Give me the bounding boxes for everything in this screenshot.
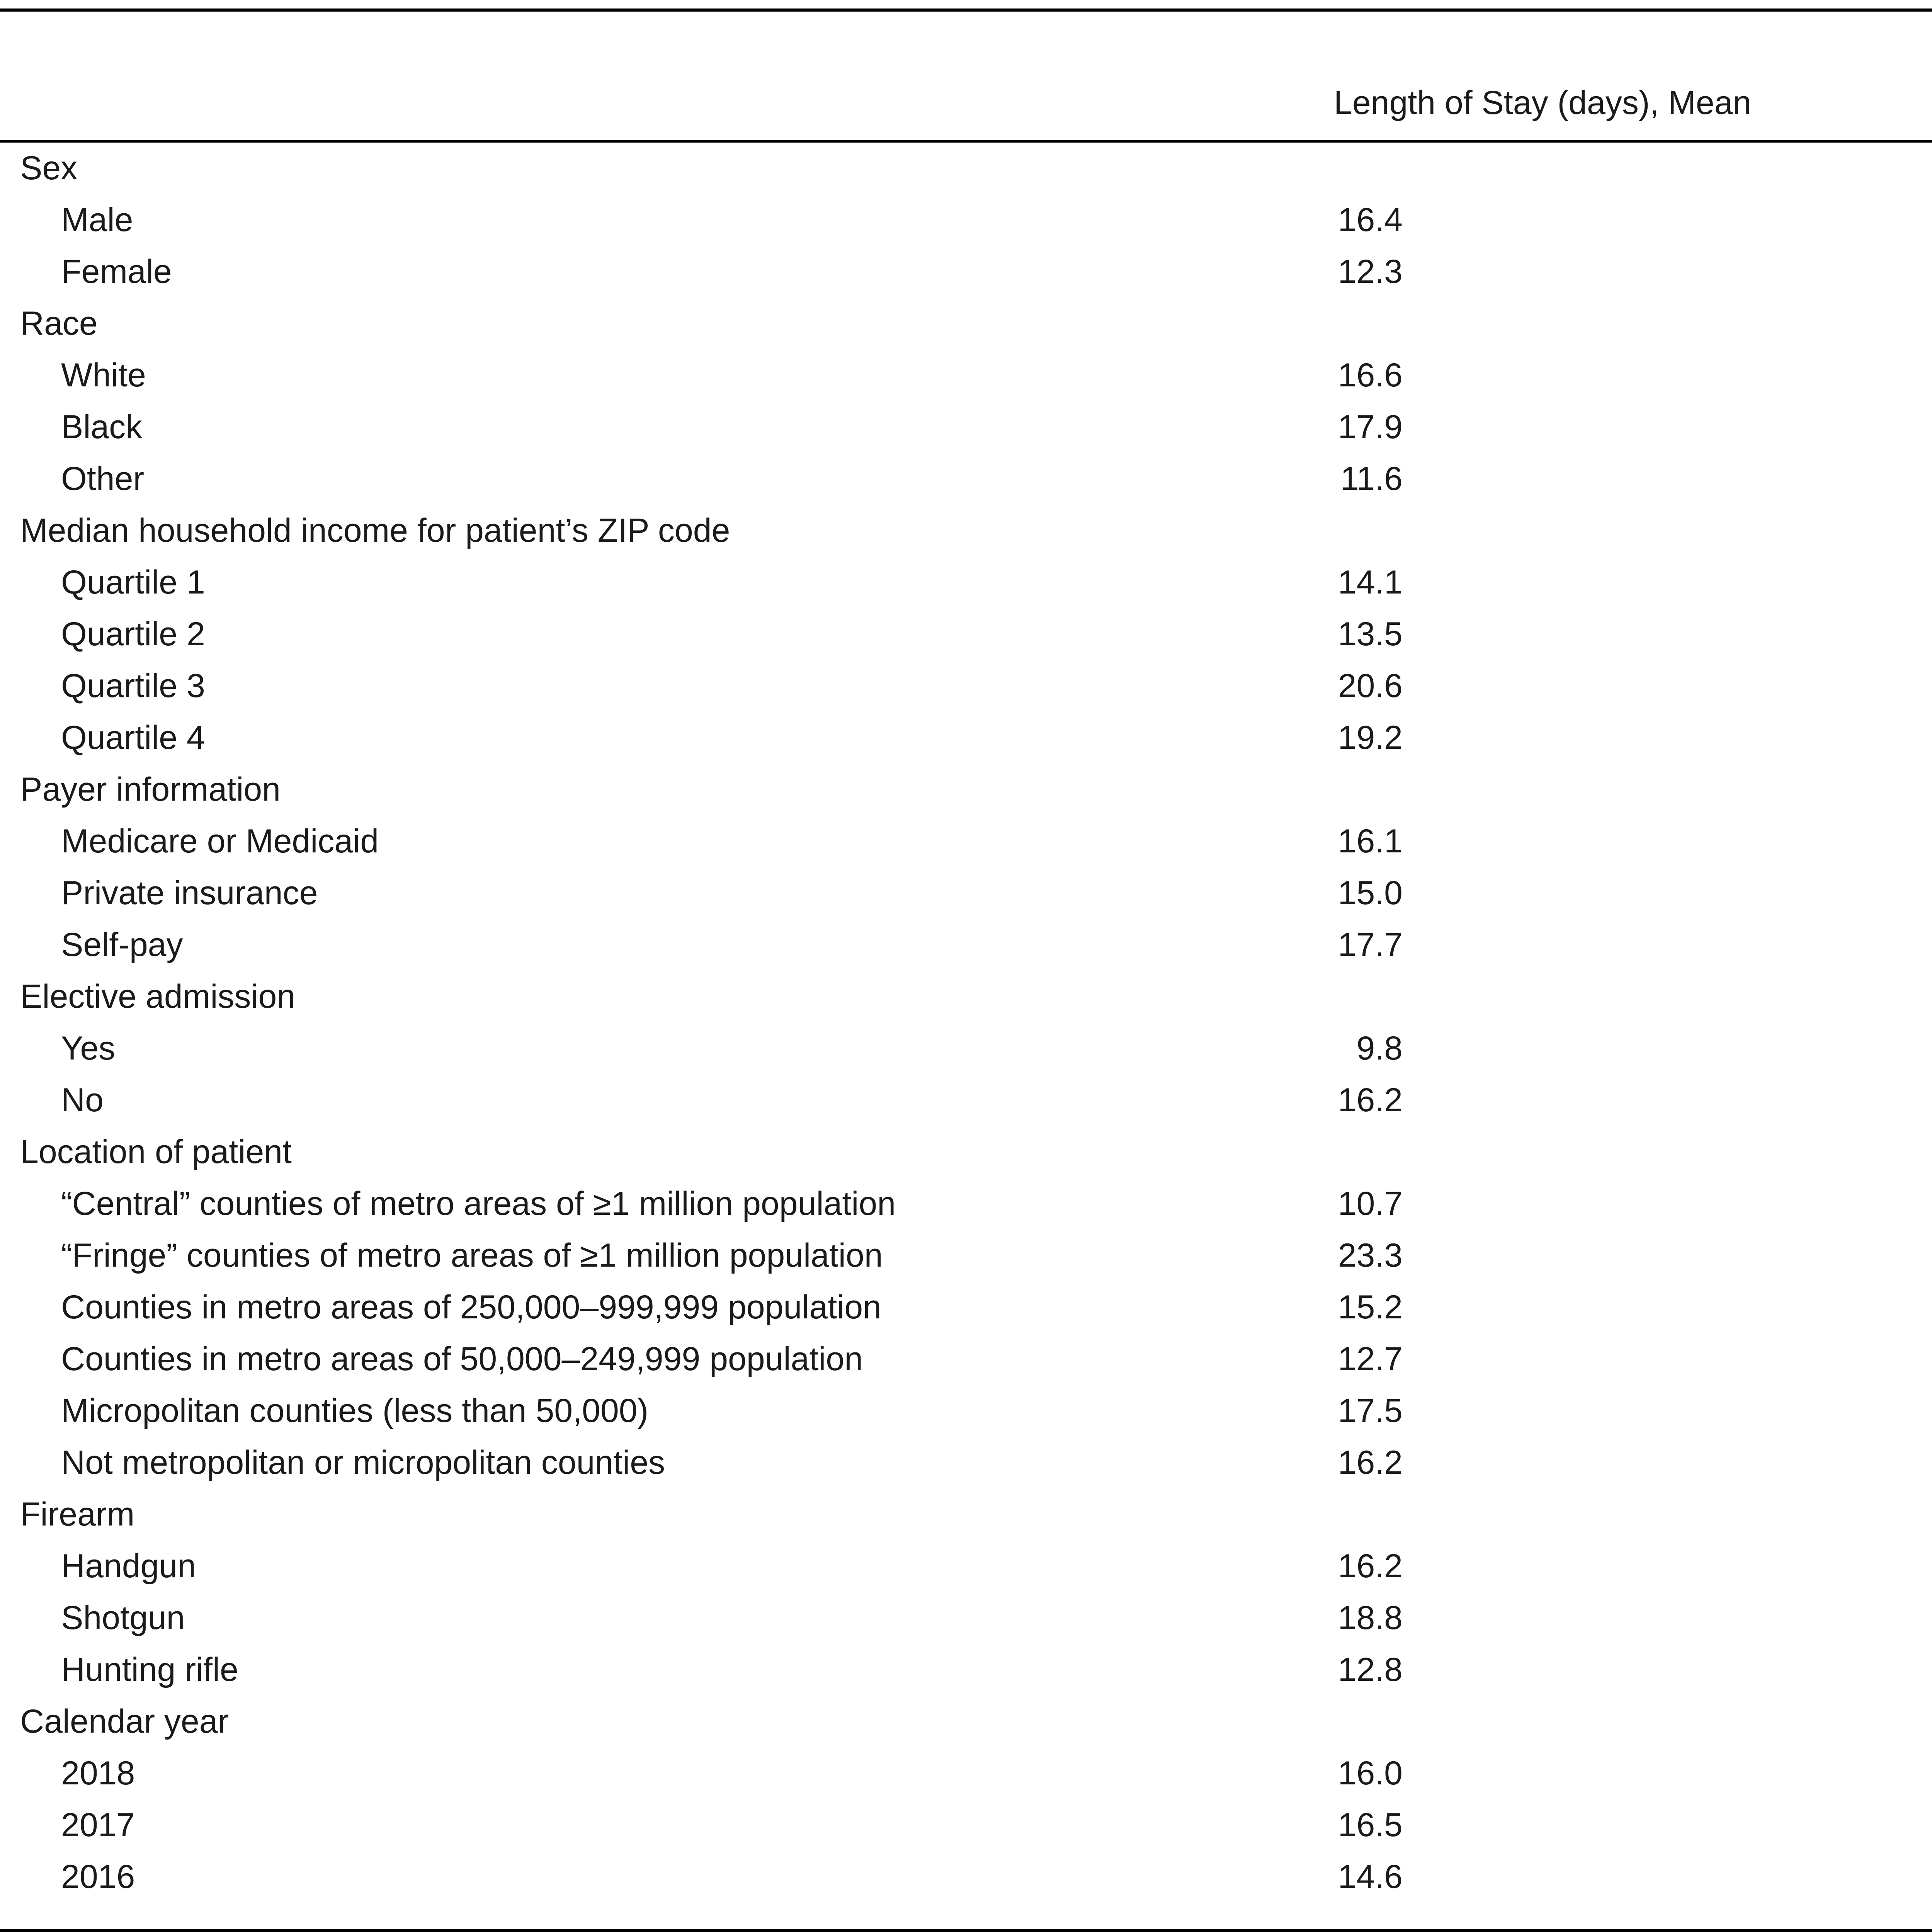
table-row: [0, 919, 1932, 971]
table-row: [0, 609, 1932, 660]
mean-length-of-stay: 16.6: [1338, 357, 1403, 394]
row-label: “Central” counties of metro areas of ≥1 million population: [61, 1185, 896, 1222]
mean-length-of-stay: 11.6: [1340, 460, 1403, 497]
table-row: [0, 1023, 1932, 1075]
group-label: Race: [20, 305, 98, 342]
table-row: [0, 712, 1932, 764]
mean-length-of-stay: 13.5: [1338, 616, 1403, 653]
row-label: 2016: [61, 1858, 135, 1895]
row-label: Micropolitan counties (less than 50,000): [61, 1392, 649, 1429]
row-label: No: [61, 1082, 104, 1119]
group-label: Payer information: [20, 771, 281, 808]
table-row: [0, 816, 1932, 867]
row-label: Quartile 4: [61, 719, 205, 756]
row-label: Shotgun: [61, 1599, 185, 1636]
header-length-of-stay: Length of Stay (days), Mean: [1334, 84, 1752, 121]
group-label: Firearm: [20, 1496, 135, 1533]
row-label: Handgun: [61, 1548, 196, 1585]
table-row: [0, 1592, 1932, 1644]
group-row: [0, 971, 1932, 1023]
row-label: Other: [61, 460, 145, 497]
group-label: Median household income for patient’s ZIP code: [20, 512, 730, 549]
group-row: [0, 1489, 1932, 1541]
mean-length-of-stay: 16.2: [1338, 1548, 1403, 1585]
group-label: Sex: [20, 150, 78, 187]
table-row: [0, 246, 1932, 298]
row-label: 2018: [61, 1755, 135, 1792]
mean-length-of-stay: 16.4: [1338, 201, 1403, 238]
row-label: Male: [61, 201, 133, 238]
table-row: [0, 1230, 1932, 1282]
row-label: Private insurance: [61, 874, 318, 912]
row-label: Black: [61, 408, 143, 446]
mean-length-of-stay: 16.1: [1338, 823, 1403, 860]
group-label: Elective admission: [20, 978, 296, 1015]
row-label: Hunting rifle: [61, 1651, 238, 1688]
table-row: [0, 1385, 1932, 1437]
mean-length-of-stay: 12.3: [1338, 253, 1403, 290]
table-row: [0, 401, 1932, 453]
row-label: Quartile 3: [61, 667, 205, 704]
mean-length-of-stay: 16.0: [1338, 1755, 1403, 1792]
row-label: Not metropolitan or micropolitan counties: [61, 1444, 665, 1481]
row-label: White: [61, 357, 146, 394]
table-top-rule: [0, 9, 1932, 12]
row-label: Self-pay: [61, 926, 183, 963]
group-row: [0, 1126, 1932, 1178]
row-label: Yes: [61, 1030, 116, 1067]
mean-length-of-stay: 15.2: [1338, 1289, 1403, 1326]
table-row: [0, 1748, 1932, 1799]
mean-length-of-stay: 20.6: [1338, 667, 1403, 704]
group-label: Location of patient: [20, 1133, 292, 1170]
table-row: [0, 557, 1932, 609]
mean-length-of-stay: 12.7: [1338, 1340, 1403, 1378]
mean-length-of-stay: 23.3: [1338, 1237, 1403, 1274]
mean-length-of-stay: 17.9: [1338, 408, 1403, 446]
table-row: [0, 1437, 1932, 1489]
group-row: [0, 505, 1932, 557]
group-row: [0, 764, 1932, 816]
table-row: [0, 453, 1932, 505]
table-row: [0, 1799, 1932, 1851]
group-row: [0, 298, 1932, 350]
table-row: [0, 1178, 1932, 1230]
mean-length-of-stay: 9.8: [1356, 1030, 1403, 1067]
mean-length-of-stay: 12.8: [1338, 1651, 1403, 1688]
table-row: [0, 1075, 1932, 1126]
mean-length-of-stay: 10.7: [1338, 1185, 1403, 1222]
mean-length-of-stay: 16.2: [1338, 1082, 1403, 1119]
table-row: [0, 1851, 1932, 1903]
mean-length-of-stay: 18.8: [1338, 1599, 1403, 1636]
row-label: “Fringe” counties of metro areas of ≥1 million population: [61, 1237, 883, 1274]
mean-length-of-stay: 17.5: [1338, 1392, 1403, 1429]
mean-length-of-stay: 16.2: [1338, 1444, 1403, 1481]
mean-length-of-stay: 16.5: [1338, 1806, 1403, 1844]
row-label: Counties in metro areas of 50,000–249,999 population: [61, 1340, 863, 1378]
group-row: [0, 1696, 1932, 1748]
table-row: [0, 194, 1932, 246]
mean-length-of-stay: 19.2: [1338, 719, 1403, 756]
table-row: [0, 1333, 1932, 1385]
row-label: Medicare or Medicaid: [61, 823, 379, 860]
table-row: [0, 1541, 1932, 1592]
row-label: Counties in metro areas of 250,000–999,999 population: [61, 1289, 881, 1326]
table-row: [0, 660, 1932, 712]
mean-length-of-stay: 14.6: [1338, 1858, 1403, 1895]
mean-length-of-stay: 14.1: [1338, 564, 1403, 601]
table-row: [0, 1282, 1932, 1333]
table-row: [0, 1644, 1932, 1696]
group-row: [0, 143, 1932, 194]
table-bottom-rule: [0, 1929, 1932, 1932]
mean-length-of-stay: 15.0: [1338, 874, 1403, 912]
table-row: [0, 350, 1932, 401]
row-label: Female: [61, 253, 172, 290]
group-label: Calendar year: [20, 1703, 229, 1740]
mean-length-of-stay: 17.7: [1338, 926, 1403, 963]
row-label: 2017: [61, 1806, 135, 1844]
row-label: Quartile 2: [61, 616, 205, 653]
table-row: [0, 867, 1932, 919]
row-label: Quartile 1: [61, 564, 205, 601]
